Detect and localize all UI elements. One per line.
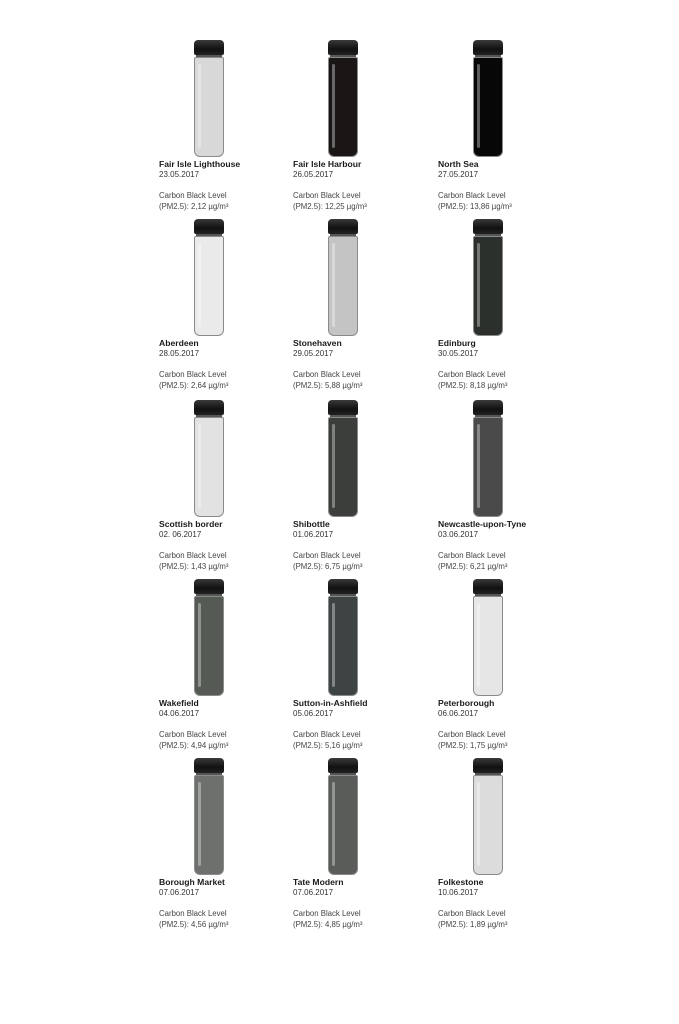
- sample-date: 10.06.2017: [438, 888, 479, 897]
- sample-card: [438, 40, 568, 215]
- sample-location: Aberdeen: [159, 338, 199, 348]
- vial-cap: [194, 40, 224, 55]
- vial-cap: [328, 400, 358, 415]
- level-label: Carbon Black Level: [438, 551, 506, 560]
- sample-date: 30.05.2017: [438, 349, 479, 358]
- sample-date: 01.06.2017: [293, 530, 334, 539]
- vial-cap: [473, 758, 503, 773]
- sample-location: Fair Isle Harbour: [293, 159, 362, 169]
- level-label: Carbon Black Level: [159, 730, 227, 739]
- level-value: (PM2.5): 5,16 µg/m³: [293, 741, 363, 750]
- sample-date: 07.06.2017: [293, 888, 334, 897]
- level-value: (PM2.5): 5,88 µg/m³: [293, 381, 363, 390]
- vial-cap: [328, 758, 358, 773]
- vial-tube: [473, 775, 503, 875]
- vial-tube: [328, 596, 358, 696]
- sample-card: [159, 219, 289, 394]
- sample-card: [159, 758, 289, 933]
- level-value: (PM2.5): 2,64 µg/m³: [159, 381, 229, 390]
- sample-card: [159, 400, 289, 575]
- vial-tube: [328, 57, 358, 157]
- vial-cap: [473, 579, 503, 594]
- level-label: Carbon Black Level: [293, 191, 361, 200]
- sample-date: 03.06.2017: [438, 530, 479, 539]
- vial-photo: [189, 400, 229, 518]
- sample-location: Edinburg: [438, 338, 476, 348]
- level-label: Carbon Black Level: [159, 909, 227, 918]
- vial-photo: [323, 579, 363, 697]
- sample-card: [438, 579, 568, 754]
- level-value: (PM2.5): 1,43 µg/m³: [159, 562, 229, 571]
- level-value: (PM2.5): 2,12 µg/m³: [159, 202, 229, 211]
- sample-card: [293, 579, 423, 754]
- vial-photo: [189, 758, 229, 876]
- vial-cap: [328, 579, 358, 594]
- vial-tube: [473, 236, 503, 336]
- vial-tube: [194, 236, 224, 336]
- sample-location: Fair Isle Lighthouse: [159, 159, 241, 169]
- level-label: Carbon Black Level: [159, 551, 227, 560]
- level-value: (PM2.5): 8,18 µg/m³: [438, 381, 508, 390]
- vial-photo: [468, 758, 508, 876]
- sample-location: Tate Modern: [293, 877, 344, 887]
- sample-location: Stonehaven: [293, 338, 342, 348]
- level-value: (PM2.5): 4,85 µg/m³: [293, 920, 363, 929]
- vial-tube: [194, 775, 224, 875]
- vial-photo: [468, 40, 508, 158]
- sample-date: 06.06.2017: [438, 709, 479, 718]
- level-label: Carbon Black Level: [438, 191, 506, 200]
- vial-tube: [328, 417, 358, 517]
- vial-tube: [328, 775, 358, 875]
- sample-location: Newcastle-upon-Tyne: [438, 519, 527, 529]
- vial-cap: [328, 219, 358, 234]
- sample-date: 26.05.2017: [293, 170, 334, 179]
- sample-card: [438, 758, 568, 933]
- sample-date: 05.06.2017: [293, 709, 334, 718]
- vial-tube: [473, 596, 503, 696]
- sample-date: 23.05.2017: [159, 170, 200, 179]
- vial-photo: [323, 40, 363, 158]
- vial-photo: [189, 219, 229, 337]
- sample-card: [293, 758, 423, 933]
- vial-photo: [323, 758, 363, 876]
- level-label: Carbon Black Level: [438, 909, 506, 918]
- sample-date: 29.05.2017: [293, 349, 334, 358]
- level-value: (PM2.5): 1,75 µg/m³: [438, 741, 508, 750]
- sample-location: Borough Market: [159, 877, 225, 887]
- vial-photo: [189, 40, 229, 158]
- sample-card: [438, 400, 568, 575]
- vial-tube: [194, 596, 224, 696]
- sample-date: 04.06.2017: [159, 709, 200, 718]
- sample-card: [159, 40, 289, 215]
- sample-card: [293, 40, 423, 215]
- level-label: Carbon Black Level: [293, 370, 361, 379]
- vial-cap: [328, 40, 358, 55]
- level-label: Carbon Black Level: [159, 191, 227, 200]
- vial-photo: [189, 579, 229, 697]
- vial-cap: [473, 40, 503, 55]
- vial-tube: [194, 417, 224, 517]
- level-value: (PM2.5): 13,86 µg/m³: [438, 202, 512, 211]
- level-label: Carbon Black Level: [293, 551, 361, 560]
- level-label: Carbon Black Level: [293, 730, 361, 739]
- vial-cap: [194, 400, 224, 415]
- vial-cap: [473, 400, 503, 415]
- sample-location: Sutton-in-Ashfield: [293, 698, 368, 708]
- sample-location: Shibottle: [293, 519, 330, 529]
- vial-photo: [468, 219, 508, 337]
- sample-date: 07.06.2017: [159, 888, 200, 897]
- vial-photo: [323, 400, 363, 518]
- vial-tube: [473, 57, 503, 157]
- level-value: (PM2.5): 1,89 µg/m³: [438, 920, 508, 929]
- sample-location: Scottish border: [159, 519, 223, 529]
- vial-cap: [194, 579, 224, 594]
- vial-cap: [194, 219, 224, 234]
- vial-cap: [473, 219, 503, 234]
- sample-location: North Sea: [438, 159, 479, 169]
- sample-date: 28.05.2017: [159, 349, 200, 358]
- sample-location: Peterborough: [438, 698, 495, 708]
- vial-tube: [473, 417, 503, 517]
- sample-card: [293, 219, 423, 394]
- vial-cap: [194, 758, 224, 773]
- sample-card: [159, 579, 289, 754]
- vial-photo: [468, 579, 508, 697]
- level-label: Carbon Black Level: [438, 730, 506, 739]
- vial-photo: [468, 400, 508, 518]
- sample-location: Folkestone: [438, 877, 484, 887]
- level-value: (PM2.5): 6,75 µg/m³: [293, 562, 363, 571]
- level-label: Carbon Black Level: [438, 370, 506, 379]
- sample-card: [293, 400, 423, 575]
- sample-date: 02. 06.2017: [159, 530, 202, 539]
- level-value: (PM2.5): 4,94 µg/m³: [159, 741, 229, 750]
- sample-date: 27.05.2017: [438, 170, 479, 179]
- level-label: Carbon Black Level: [159, 370, 227, 379]
- level-value: (PM2.5): 12,25 µg/m³: [293, 202, 367, 211]
- vial-tube: [194, 57, 224, 157]
- level-value: (PM2.5): 4,56 µg/m³: [159, 920, 229, 929]
- sample-location: Wakefield: [159, 698, 199, 708]
- sample-card: [438, 219, 568, 394]
- level-value: (PM2.5): 6,21 µg/m³: [438, 562, 508, 571]
- vial-tube: [328, 236, 358, 336]
- level-label: Carbon Black Level: [293, 909, 361, 918]
- vial-photo: [323, 219, 363, 337]
